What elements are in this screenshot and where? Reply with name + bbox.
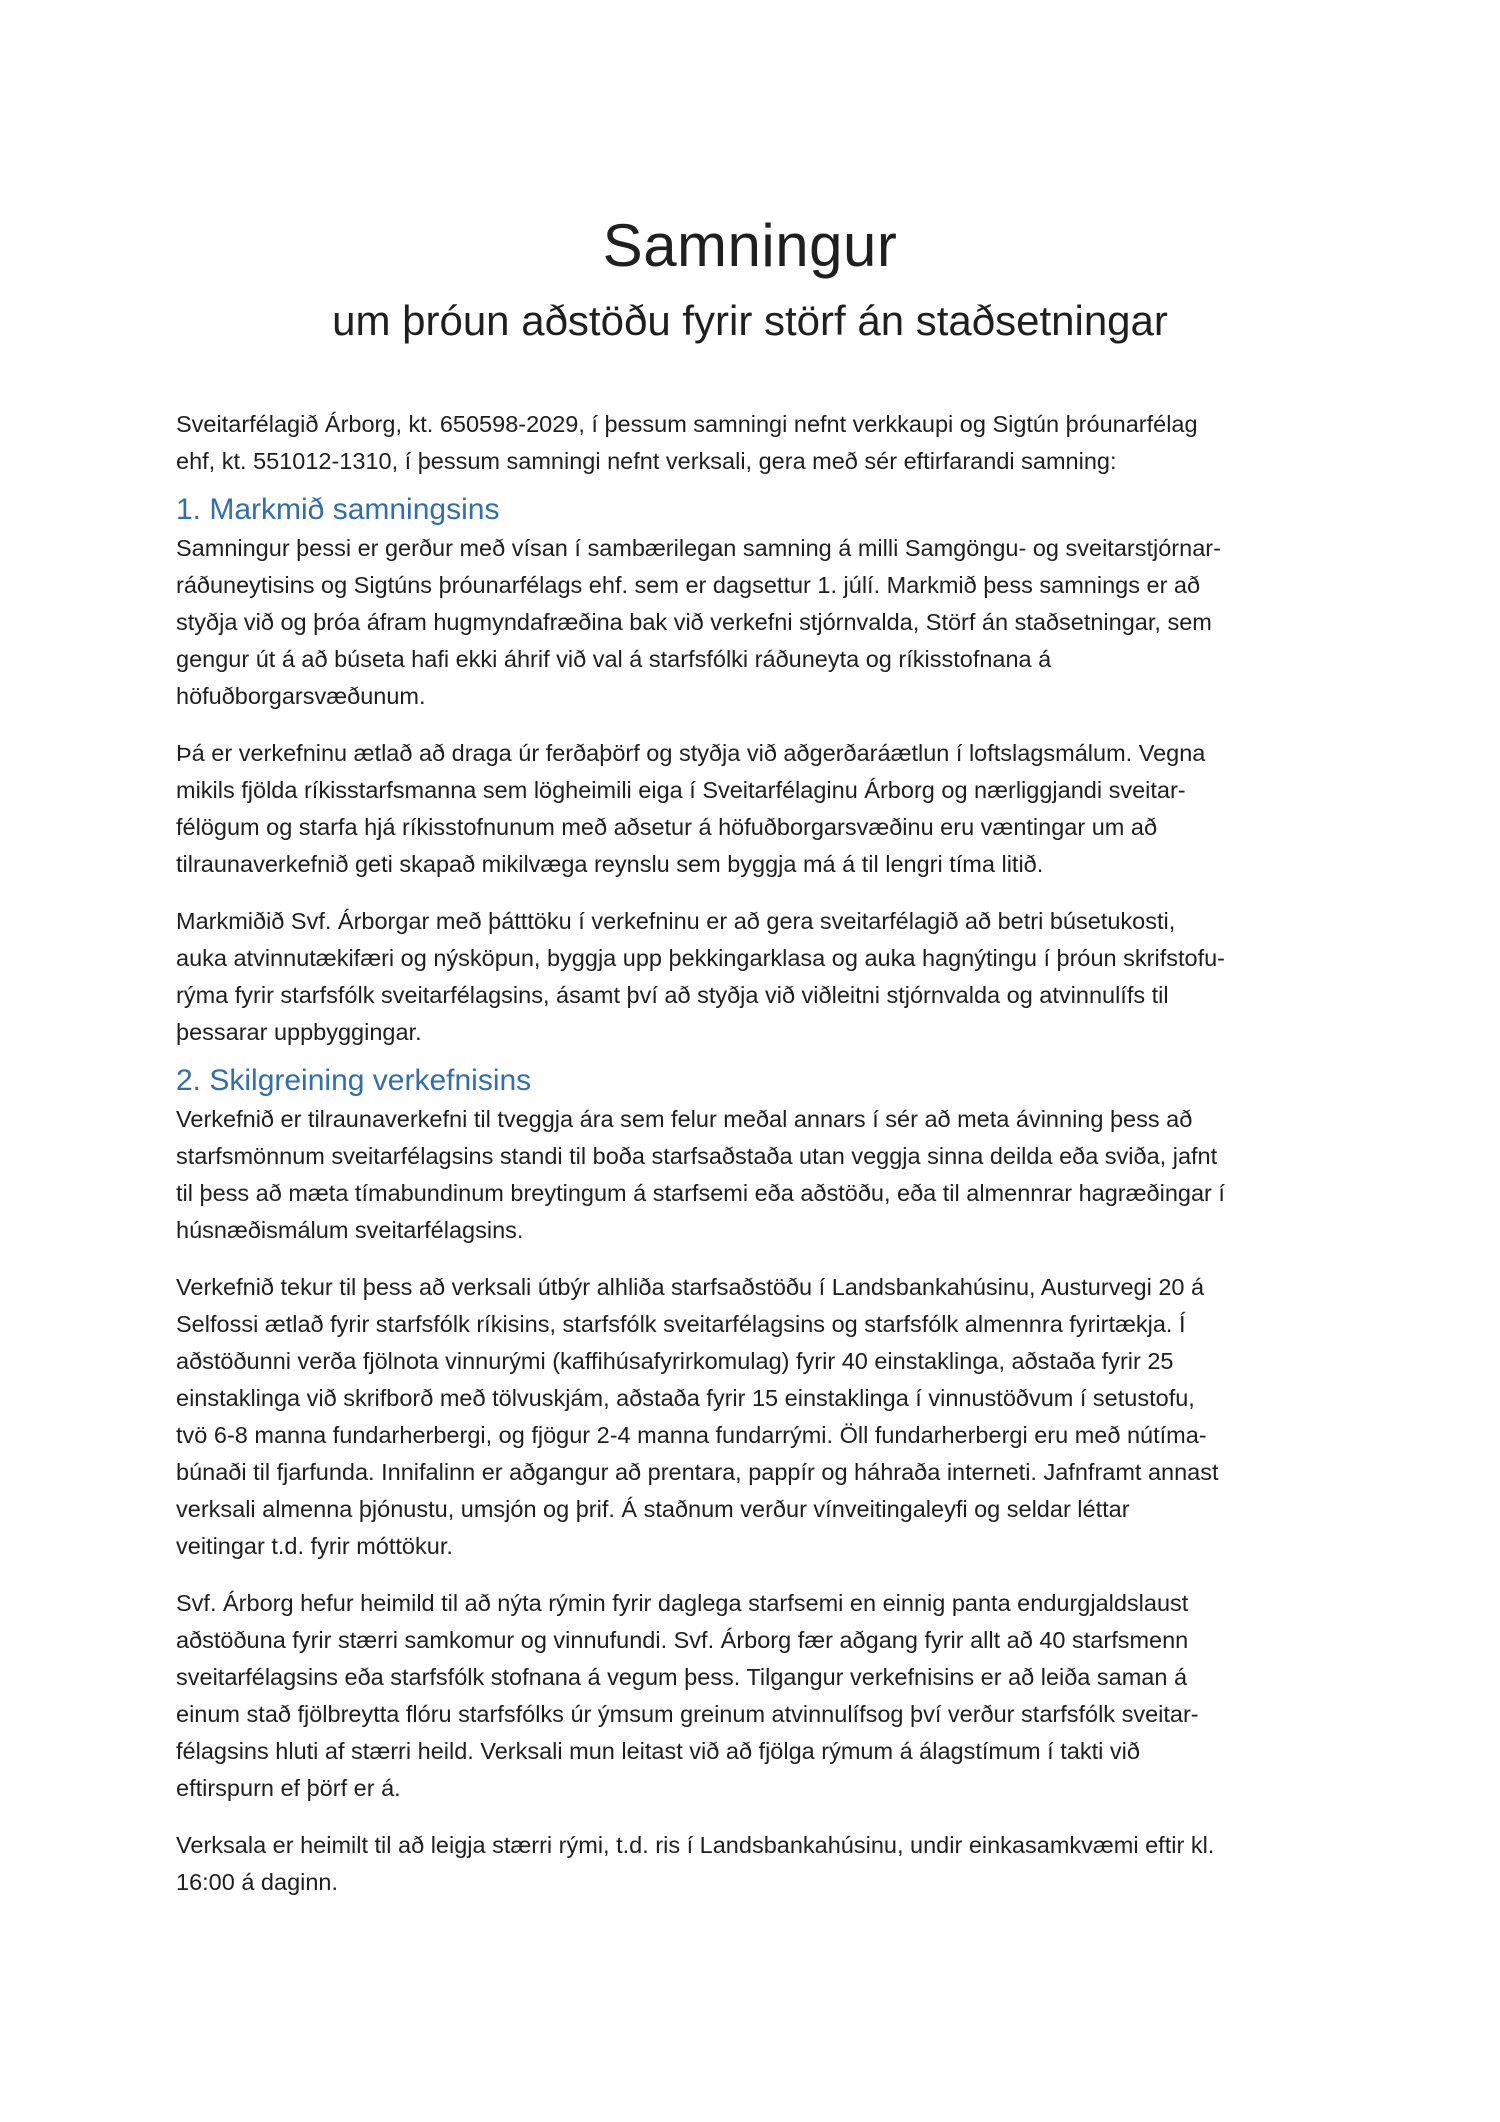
text-line: verksali almenna þjónustu, umsjón og þrif. Á staðnum verður vínveitingaleyfi og seldar léttar	[176, 1496, 1130, 1522]
text-line: styðja við og þróa áfram hugmyndafræðina bak við verkefni stjórnvalda, Störf án staðsetningar, sem	[176, 609, 1212, 635]
text-line: þessarar uppbyggingar.	[176, 1019, 422, 1045]
text-line: Sveitarfélagið Árborg, kt. 650598-2029, í þessum samningi nefnt verkkaupi og Sigtún þróunarfélag	[176, 411, 1198, 437]
text-line: gengur út á að búseta hafi ekki áhrif við val á starfsfólki ráðuneyta og ríkisstofnana á	[176, 646, 1052, 672]
text-line: eftirspurn ef þörf er á.	[176, 1775, 401, 1801]
text-line: Svf. Árborg hefur heimild til að nýta rýmin fyrir daglega starfsemi en einnig panta endurgjaldslaust	[176, 1590, 1189, 1616]
text-line: ráðuneytisins og Sigtúns þróunarfélags ehf. sem er dagsettur 1. júlí. Markmið þess samnings er að	[176, 572, 1201, 598]
document-subtitle: um þróun aðstöðu fyrir störf án staðsetningar	[332, 297, 1168, 344]
text-line: félögum og starfa hjá ríkisstofnunum með aðsetur á höfuðborgarsvæðinu eru væntingar um að	[176, 814, 1158, 840]
text-line: Verksala er heimilt til að leigja stærri rými, t.d. ris í Landsbankahúsinu, undir einkasamkvæmi eftir kl.	[176, 1832, 1215, 1858]
text-line: búnaði til fjarfunda. Innifalinn er aðgangur að prentara, pappír og háhraða interneti. Jafnframt annast	[176, 1459, 1219, 1485]
text-line: tvö 6-8 manna fundarherbergi, og fjögur 2-4 manna fundarrými. Öll fundarherbergi eru með nútíma-	[176, 1422, 1207, 1448]
text-line: einum stað fjölbreytta flóru starfsfólks úr ýmsum greinum atvinnulífsog því verður starfsfólk sveitar-	[176, 1701, 1199, 1727]
section-2-paragraph-3	[176, 1585, 1346, 1807]
text-line: Verkefnið tekur til þess að verksali útbýr alhliða starfsaðstöðu í Landsbankahúsinu, Austurvegi 20 á	[176, 1274, 1205, 1300]
text-line: Selfossi ætlað fyrir starfsfólk ríkisins, starfsfólk sveitarfélagsins og starfsfólk almennra fyrirtækja. Í	[176, 1311, 1186, 1337]
text-line: Markmiðið Svf. Árborgar með þátttöku í verkefninu er að gera sveitarfélagið að betri búsetukosti,	[176, 908, 1176, 934]
text-line: aðstöðunni verða fjölnota vinnurými (kaffihúsafyrirkomulag) fyrir 40 einstaklinga, aðstaða fyrir 25	[176, 1348, 1174, 1374]
text-line: rýma fyrir starfsfólk sveitarfélagsins, ásamt því að styðja við viðleitni stjórnvalda og atvinnulífs til	[176, 982, 1169, 1008]
section-1-paragraph-2	[176, 735, 1346, 883]
text-line: sveitarfélagsins eða starfsfólk stofnana á vegum þess. Tilgangur verkefnisins er að leiða saman á	[176, 1664, 1188, 1690]
text-line: Samningur þessi er gerður með vísan í sambærilegan samning á milli Samgöngu- og sveitarstjórnar-	[176, 535, 1221, 561]
section-1-paragraph-3	[176, 903, 1346, 1051]
text-line: Þá er verkefninu ætlað að draga úr ferðaþörf og styðja við aðgerðaráætlun í loftslagsmálum. Vegna	[176, 740, 1206, 766]
text-line: höfuðborgarsvæðunum.	[176, 683, 426, 709]
section-2-paragraph-1	[176, 1101, 1346, 1249]
text-line: húsnæðismálum sveitarfélagsins.	[176, 1217, 524, 1243]
section-2-heading: 2. Skilgreining verkefnisins	[176, 1064, 532, 1097]
text-line: starfsmönnum sveitarfélagsins standi til boða starfsaðstaða utan veggja sinna deilda eða sviða, jafnt	[176, 1143, 1218, 1169]
section-2-paragraph-4	[176, 1827, 1346, 1901]
section-1-heading: 1. Markmið samningsins	[176, 493, 500, 526]
section-1-paragraph-1	[176, 530, 1346, 715]
text-line: ehf, kt. 551012-1310, í þessum samningi nefnt verksali, gera með sér eftirfarandi samning:	[176, 448, 1117, 474]
document-body	[176, 406, 1346, 1921]
text-line: Verkefnið er tilraunaverkefni til tveggja ára sem felur meðal annars í sér að meta ávinning þess að	[176, 1106, 1193, 1132]
text-line: félagsins hluti af stærri heild. Verksali mun leitast við að fjölga rýmum á álagstímum í takti við	[176, 1738, 1140, 1764]
text-line: auka atvinnutækifæri og nýsköpun, byggja upp þekkingarklasa og auka hagnýtingu í þróun skrifstofu-	[176, 945, 1225, 971]
text-line: 16:00 á daginn.	[176, 1869, 339, 1895]
document-title: Samningur	[602, 212, 898, 279]
text-line: aðstöðuna fyrir stærri samkomur og vinnufundi. Svf. Árborg fær aðgang fyrir allt að 40 starfsmenn	[176, 1627, 1189, 1653]
section-2-paragraph-2	[176, 1269, 1346, 1565]
text-line: einstaklinga við skrifborð með tölvuskjám, aðstaða fyrir 15 einstaklinga í vinnustöðvum í setustofu,	[176, 1385, 1195, 1411]
text-line: til þess að mæta tímabundinum breytingum á starfsemi eða aðstöðu, eða til almennrar hagræðingar í	[176, 1180, 1225, 1206]
intro-paragraph	[176, 406, 1346, 480]
text-line: tilraunaverkefnið geti skapað mikilvæga reynslu sem byggja má á til lengri tíma litið.	[176, 851, 1044, 877]
text-line: veitingar t.d. fyrir móttökur.	[176, 1533, 453, 1559]
text-line: mikils fjölda ríkisstarfsmanna sem lögheimili eiga í Sveitarfélaginu Árborg og nærliggjandi sveitar-	[176, 777, 1186, 803]
